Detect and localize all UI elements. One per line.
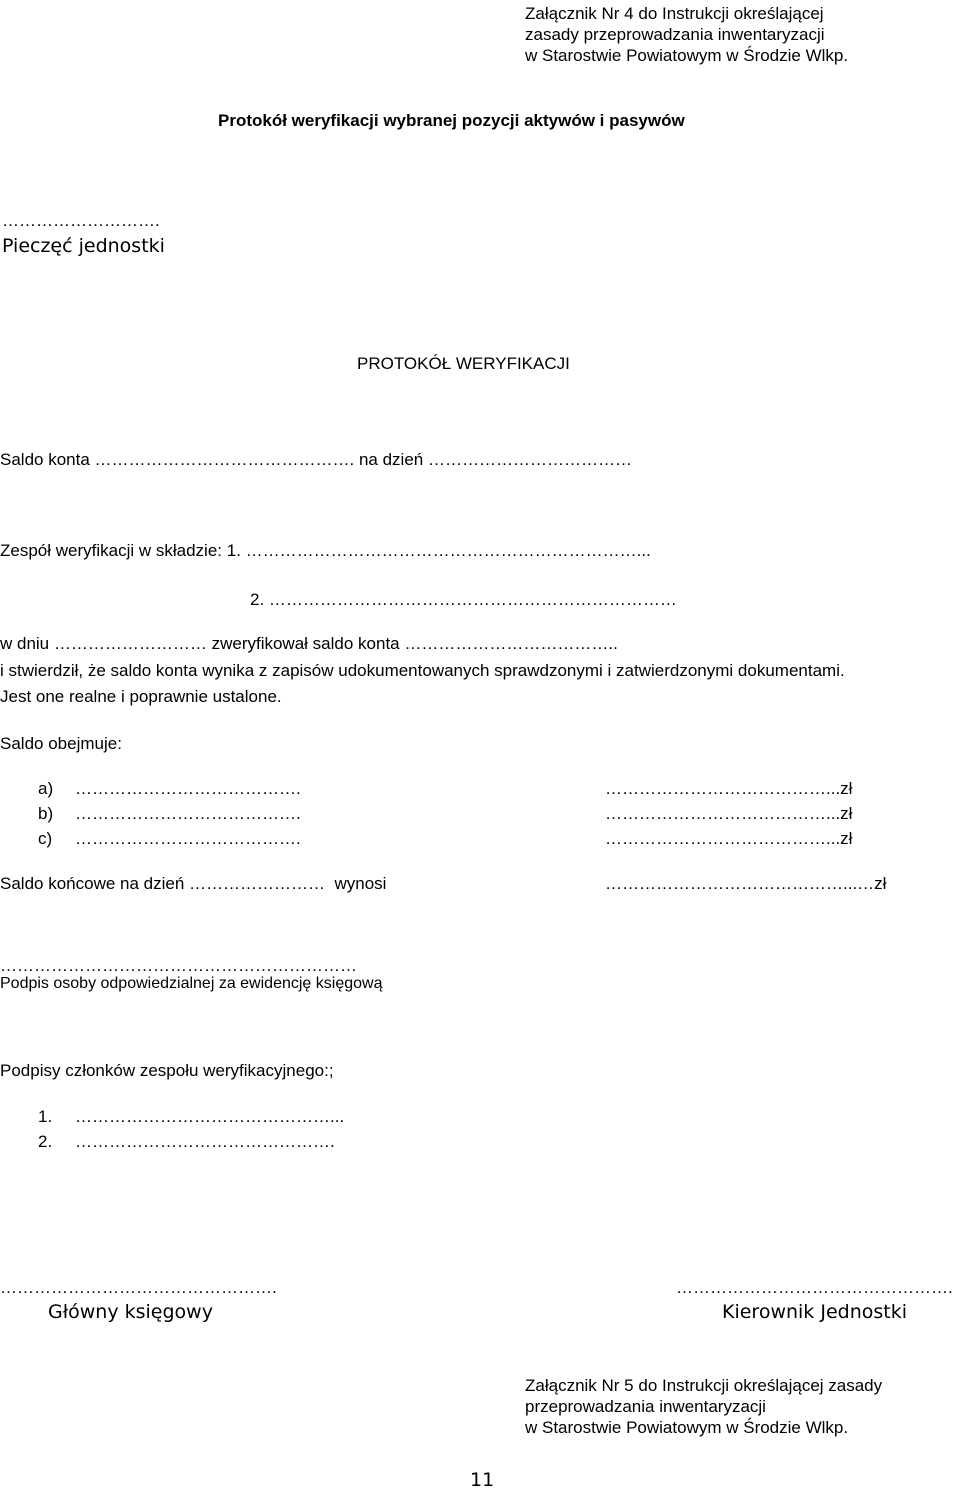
balance-item-description: …………………………………. (75, 804, 301, 823)
members-heading: Podpisy członków zespołu weryfikacyjnego:; (0, 1061, 334, 1080)
balance-item-amount: …………………………………...zł (605, 829, 853, 848)
stamp-dots: ………………………. (2, 211, 160, 230)
account-balance-line: Saldo konta ………………………………………. na dzień ……………………………… (0, 450, 632, 469)
chief-accountant-label: Główny księgowy (48, 1301, 213, 1323)
balance-item-letter: c) (38, 829, 53, 848)
page-number: 11 (470, 1469, 495, 1491)
header-annex-line-1: Załącznik Nr 4 do Instrukcji określającej (525, 4, 824, 23)
member-number: 2. (38, 1132, 53, 1151)
stamp-label: Pieczęć jednostki (2, 235, 165, 257)
accountant-signature-label: Podpis osoby odpowiedzialnej za ewidencję księgową (0, 975, 383, 992)
header-annex-line-2: zasady przeprowadzania inwentaryzacji (525, 25, 825, 44)
balance-item-description: …………………………………. (75, 779, 301, 798)
statement-line-2: Jest one realne i poprawnie ustalone. (0, 687, 282, 706)
team-member-line-2: 2. ……………………………………………………………… (250, 590, 677, 609)
member-dots: ………………………………………... (75, 1107, 345, 1126)
balance-item-letter: a) (38, 779, 54, 798)
unit-head-dots: …………………………………………. (676, 1278, 953, 1297)
member-number: 1. (38, 1107, 53, 1126)
balance-item-amount: …………………………………...zł (605, 804, 853, 823)
form-heading: PROTOKÓŁ WERYFIKACJI (357, 354, 570, 373)
member-dots: ………………………………………. (75, 1132, 335, 1151)
accountant-signature-dots: ……………………………………………………… (0, 956, 357, 975)
chief-accountant-dots: …………………………………………. (0, 1278, 277, 1297)
balance-item-description: …………………………………. (75, 829, 301, 848)
balance-includes-label: Saldo obejmuje: (0, 734, 122, 753)
footer-annex-line-1: Załącznik Nr 5 do Instrukcji określającej zasady (525, 1376, 883, 1395)
document-title: Protokół weryfikacji wybranej pozycji aktywów i pasywów (218, 111, 685, 130)
balance-item-letter: b) (38, 804, 54, 823)
unit-head-label: Kierownik Jednostki (722, 1301, 907, 1323)
footer-annex-line-2: przeprowadzania inwentaryzacji (525, 1397, 766, 1416)
final-balance-amount: ……………………………………...…zł (605, 874, 887, 893)
footer-annex-line-3: w Starostwie Powiatowym w Środzie Wlkp. (525, 1418, 849, 1437)
statement-line-1: i stwierdził, że saldo konta wynika z zapisów udokumentowanych sprawdzonymi i zatwierdzonymi dokumentami. (0, 661, 845, 680)
verification-line: w dniu ……………………… zweryfikował saldo konta ……………………………….. (0, 634, 618, 653)
final-balance-label: Saldo końcowe na dzień …………………… wynosi (0, 874, 387, 893)
team-member-line-1: Zespół weryfikacji w składzie: 1. ……………………………………………………………... (0, 541, 651, 560)
header-annex-line-3: w Starostwie Powiatowym w Środzie Wlkp. (525, 46, 849, 65)
balance-item-amount: …………………………………...zł (605, 779, 853, 798)
header-annex-note (525, 3, 848, 66)
footer-annex-note (525, 1375, 882, 1438)
